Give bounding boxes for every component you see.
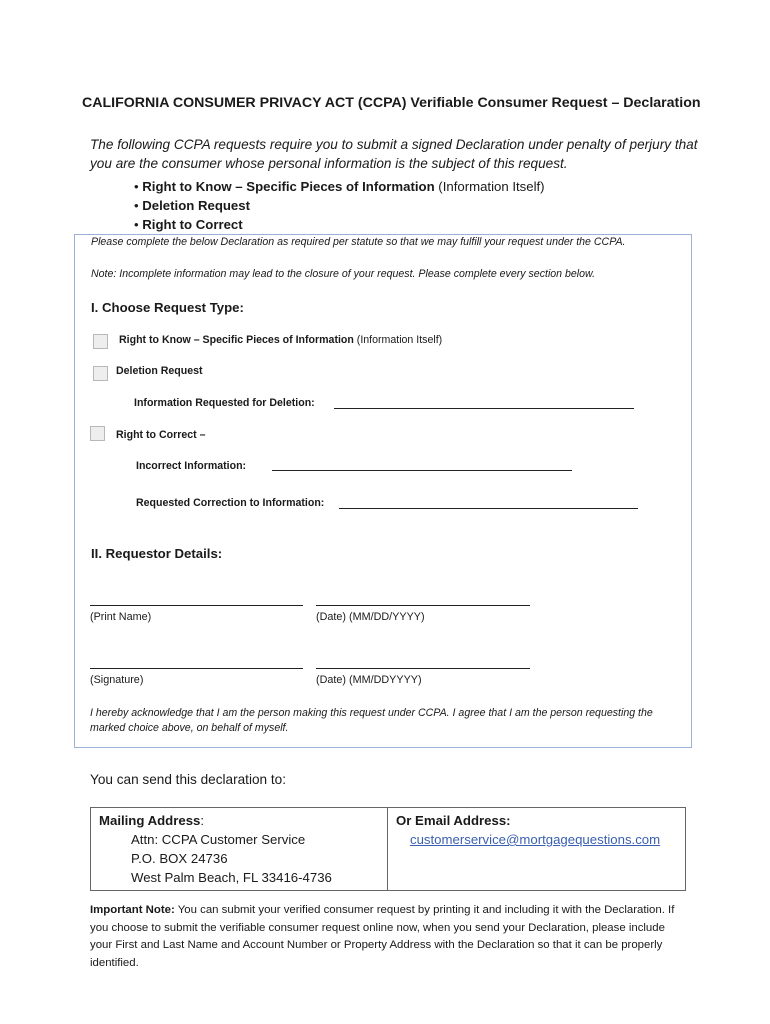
date-caption-1: (Date) (MM/DD/YYYY) xyxy=(316,611,425,623)
bullet-label: Deletion Request xyxy=(142,198,250,213)
mailing-address-colon: : xyxy=(200,813,205,828)
acknowledgement-text: I hereby acknowledge that I am the person making this request under CCPA. I agree that I am the person requesting the marked choice above, on behalf of myself. xyxy=(90,707,653,734)
incorrect-info-field[interactable] xyxy=(272,470,572,471)
field-label-bold: Incorrect Information: xyxy=(136,460,247,472)
signature-caption: (Signature) xyxy=(90,674,144,686)
important-note xyxy=(90,902,682,972)
option-label-bold: Deletion Request xyxy=(116,365,203,377)
print-name-field[interactable] xyxy=(90,605,303,606)
date-field-1[interactable] xyxy=(316,605,530,606)
option-label-bold: Right to Correct – xyxy=(116,429,206,441)
date-field-2[interactable] xyxy=(316,668,530,669)
bullet-right-to-know: • Right to Know – Specific Pieces of Information (Information Itself) xyxy=(134,179,545,194)
option-label-bold: Right to Know – Specific Pieces of Information xyxy=(119,334,354,346)
intro-paragraph: The following CCPA requests require you to submit a signed Declaration under penalty of perjury that you are the consumer whose personal information is the subject of this request. xyxy=(90,137,698,171)
address-table xyxy=(90,807,686,891)
option-right-to-know-label xyxy=(119,334,442,346)
mailing-po-box: P.O. BOX 24736 xyxy=(131,851,228,866)
date-caption-2: (Date) (MM/DDYYYY) xyxy=(316,674,422,686)
email-address-cell xyxy=(388,808,686,891)
checkbox-deletion-request[interactable] xyxy=(93,366,108,381)
field-label-bold: Information Requested for Deletion: xyxy=(134,397,315,409)
mailing-address-label: Mailing Address xyxy=(99,813,201,828)
bullet-suffix: (Information Itself) xyxy=(434,179,545,194)
bullet-label: Right to Correct xyxy=(142,217,243,232)
section-request-type-heading: I. Choose Request Type: xyxy=(91,300,244,315)
deletion-info-label xyxy=(134,397,315,409)
print-name-caption: (Print Name) xyxy=(90,611,152,623)
email-address-label: Or Email Address: xyxy=(396,813,511,828)
email-link[interactable]: customerservice@mortgagequestions.com xyxy=(410,832,661,847)
important-note-text: You can submit your verified consumer request by printing it and including it with the Declaration. If you choose to submit the verifiable consumer request online now, when you send your Declaration, please include your First and Last Name and Account Number or Property Address with the Declaration so that it can be properly identified. xyxy=(90,904,675,969)
form-note: Note: Incomplete information may lead to the closure of your request. Please complete every section below. xyxy=(91,268,596,280)
document-title: CALIFORNIA CONSUMER PRIVACY ACT (CCPA) Verifiable Consumer Request – Declaration xyxy=(82,95,701,111)
important-note-label: Important Note: xyxy=(90,904,175,916)
bullet-right-to-correct: • Right to Correct xyxy=(134,217,243,232)
checkbox-right-to-correct[interactable] xyxy=(90,426,105,441)
option-right-to-correct-label xyxy=(116,429,205,441)
send-declaration-heading: You can send this declaration to: xyxy=(90,772,286,787)
section-requestor-details-heading: II. Requestor Details: xyxy=(91,546,223,561)
mailing-address-cell xyxy=(91,808,388,891)
bullet-deletion: • Deletion Request xyxy=(134,198,250,213)
signature-field[interactable] xyxy=(90,668,303,669)
option-label-suffix: (Information Itself) xyxy=(353,334,443,346)
email-label-row xyxy=(396,811,677,830)
form-instruction: Please complete the below Declaration as required per statute so that we may fulfill your request under the CCPA. xyxy=(91,236,626,248)
field-label-bold: Requested Correction to Information: xyxy=(136,497,325,509)
requested-correction-field[interactable] xyxy=(339,508,638,509)
checkbox-right-to-know[interactable] xyxy=(93,334,108,349)
requested-correction-label xyxy=(136,497,324,509)
bullet-label: Right to Know – Specific Pieces of Information xyxy=(142,179,435,194)
mailing-address-label-row xyxy=(99,811,379,830)
deletion-info-field[interactable] xyxy=(334,408,634,409)
option-deletion-label xyxy=(116,365,203,377)
mailing-attn: Attn: CCPA Customer Service xyxy=(131,832,306,847)
mailing-city: West Palm Beach, FL 33416-4736 xyxy=(131,870,332,885)
incorrect-info-label xyxy=(136,460,246,472)
email-link-row xyxy=(396,830,677,849)
